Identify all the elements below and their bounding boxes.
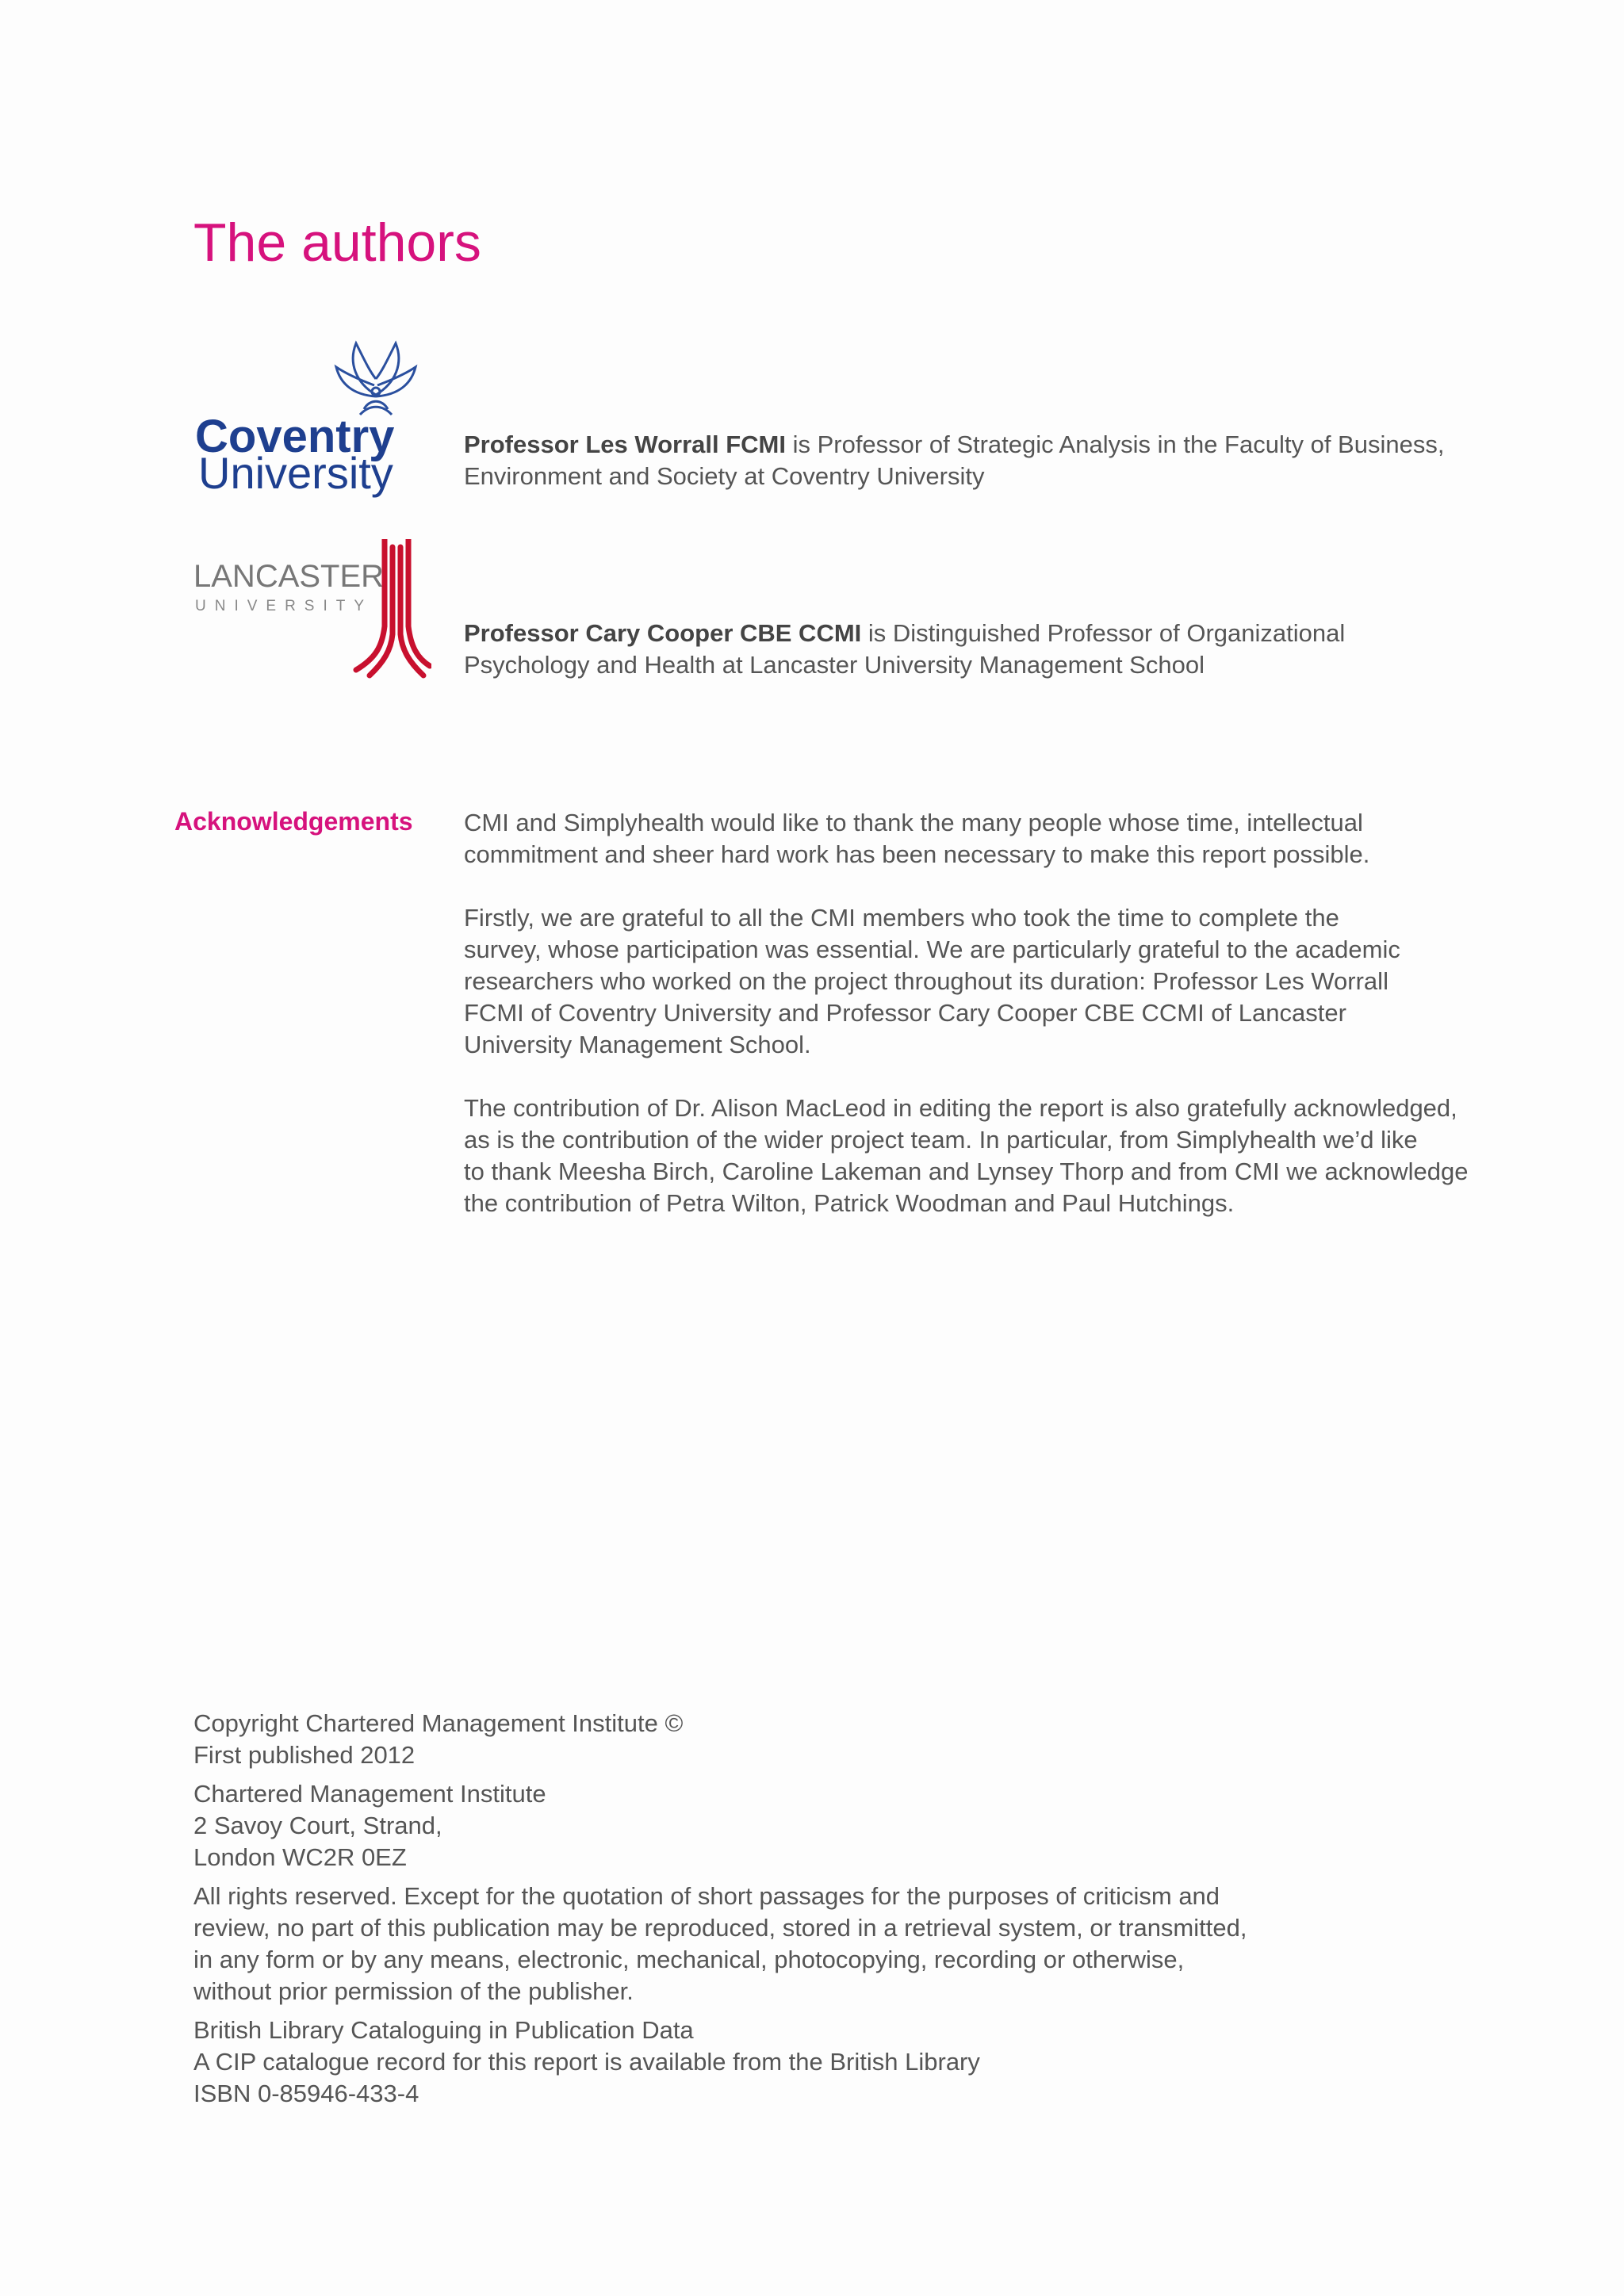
copyright <box>193 1708 1343 1771</box>
text-line: the contribution of Petra Wilton, Patrick Woodman and Paul Hutchings. <box>464 1189 1235 1217</box>
lancaster-university-logo <box>193 539 431 682</box>
rights-notice <box>193 1881 1343 2007</box>
cataloguing-data <box>193 2015 1343 2110</box>
text-line: The contribution of Dr. Alison MacLeod in editing the report is also gratefully acknowledged, <box>464 1094 1457 1122</box>
text-line: without prior permission of the publisher. <box>193 1977 634 2005</box>
acknowledgements-body <box>464 807 1487 1251</box>
text-line: London WC2R 0EZ <box>193 1843 407 1871</box>
coventry-logo-line1: Coventry <box>195 411 395 462</box>
text-line: CMI and Simplyhealth would like to thank the many people whose time, intellectual <box>464 809 1363 836</box>
lancaster-logo-line1: LANCASTER <box>193 559 385 594</box>
lancaster-logo-line2: UNIVERSITY <box>195 598 373 614</box>
text-line: FCMI of Coventry University and Professor Cary Cooper CBE CCMI of Lancaster <box>464 999 1346 1027</box>
author-name: Professor Les Worrall FCMI <box>464 430 786 458</box>
text-line: as is the contribution of the wider project team. In particular, from Simplyhealth we’d like <box>464 1126 1418 1154</box>
text-line: researchers who worked on the project throughout its duration: Professor Les Worrall <box>464 967 1388 995</box>
author-desc: is Distinguished Professor of Organizational <box>861 619 1346 647</box>
page-title: The authors <box>193 212 481 273</box>
text-line: A CIP catalogue record for this report is available from the British Library <box>193 2048 980 2076</box>
text-line: in any form or by any means, electronic, mechanical, photocopying, recording or otherwise, <box>193 1946 1185 1973</box>
text-line: to thank Meesha Birch, Caroline Lakeman and Lynsey Thorp and from CMI we acknowledge <box>464 1158 1469 1185</box>
author-name: Professor Cary Cooper CBE CCMI <box>464 619 862 647</box>
author-desc: Environment and Society at Coventry University <box>464 462 985 490</box>
text-line: University Management School. <box>464 1031 811 1058</box>
coventry-logo-line2: University <box>198 448 393 498</box>
author-worrall <box>464 429 1495 492</box>
text-line: All rights reserved. Except for the quotation of short passages for the purposes of criticism and <box>193 1882 1220 1910</box>
text-line: Chartered Management Institute <box>193 1780 546 1808</box>
text-line: Copyright Chartered Management Institute © <box>193 1709 684 1737</box>
text-line: commitment and sheer hard work has been necessary to make this report possible. <box>464 840 1370 868</box>
text-line: Firstly, we are grateful to all the CMI members who took the time to complete the <box>464 904 1339 932</box>
coventry-university-logo <box>193 339 423 498</box>
acknowledgements-heading: Acknowledgements <box>174 807 413 836</box>
paragraph <box>464 807 1487 871</box>
text-line: survey, whose participation was essential. We are particularly grateful to the academic <box>464 936 1400 963</box>
paragraph <box>464 902 1487 1061</box>
author-desc: Psychology and Health at Lancaster University Management School <box>464 651 1205 679</box>
text-line: ISBN 0-85946-433-4 <box>193 2080 419 2107</box>
publisher-address <box>193 1778 1343 1873</box>
publication-info <box>193 1708 1343 2117</box>
author-desc: is Professor of Strategic Analysis in the Faculty of Business, <box>785 430 1445 458</box>
text-line: review, no part of this publication may be reproduced, stored in a retrieval system, or transmitted, <box>193 1914 1247 1942</box>
text-line: British Library Cataloguing in Publication Data <box>193 2016 694 2044</box>
author-cooper <box>464 618 1495 681</box>
paragraph <box>464 1093 1487 1219</box>
text-line: 2 Savoy Court, Strand, <box>193 1812 442 1839</box>
text-line: First published 2012 <box>193 1741 416 1769</box>
